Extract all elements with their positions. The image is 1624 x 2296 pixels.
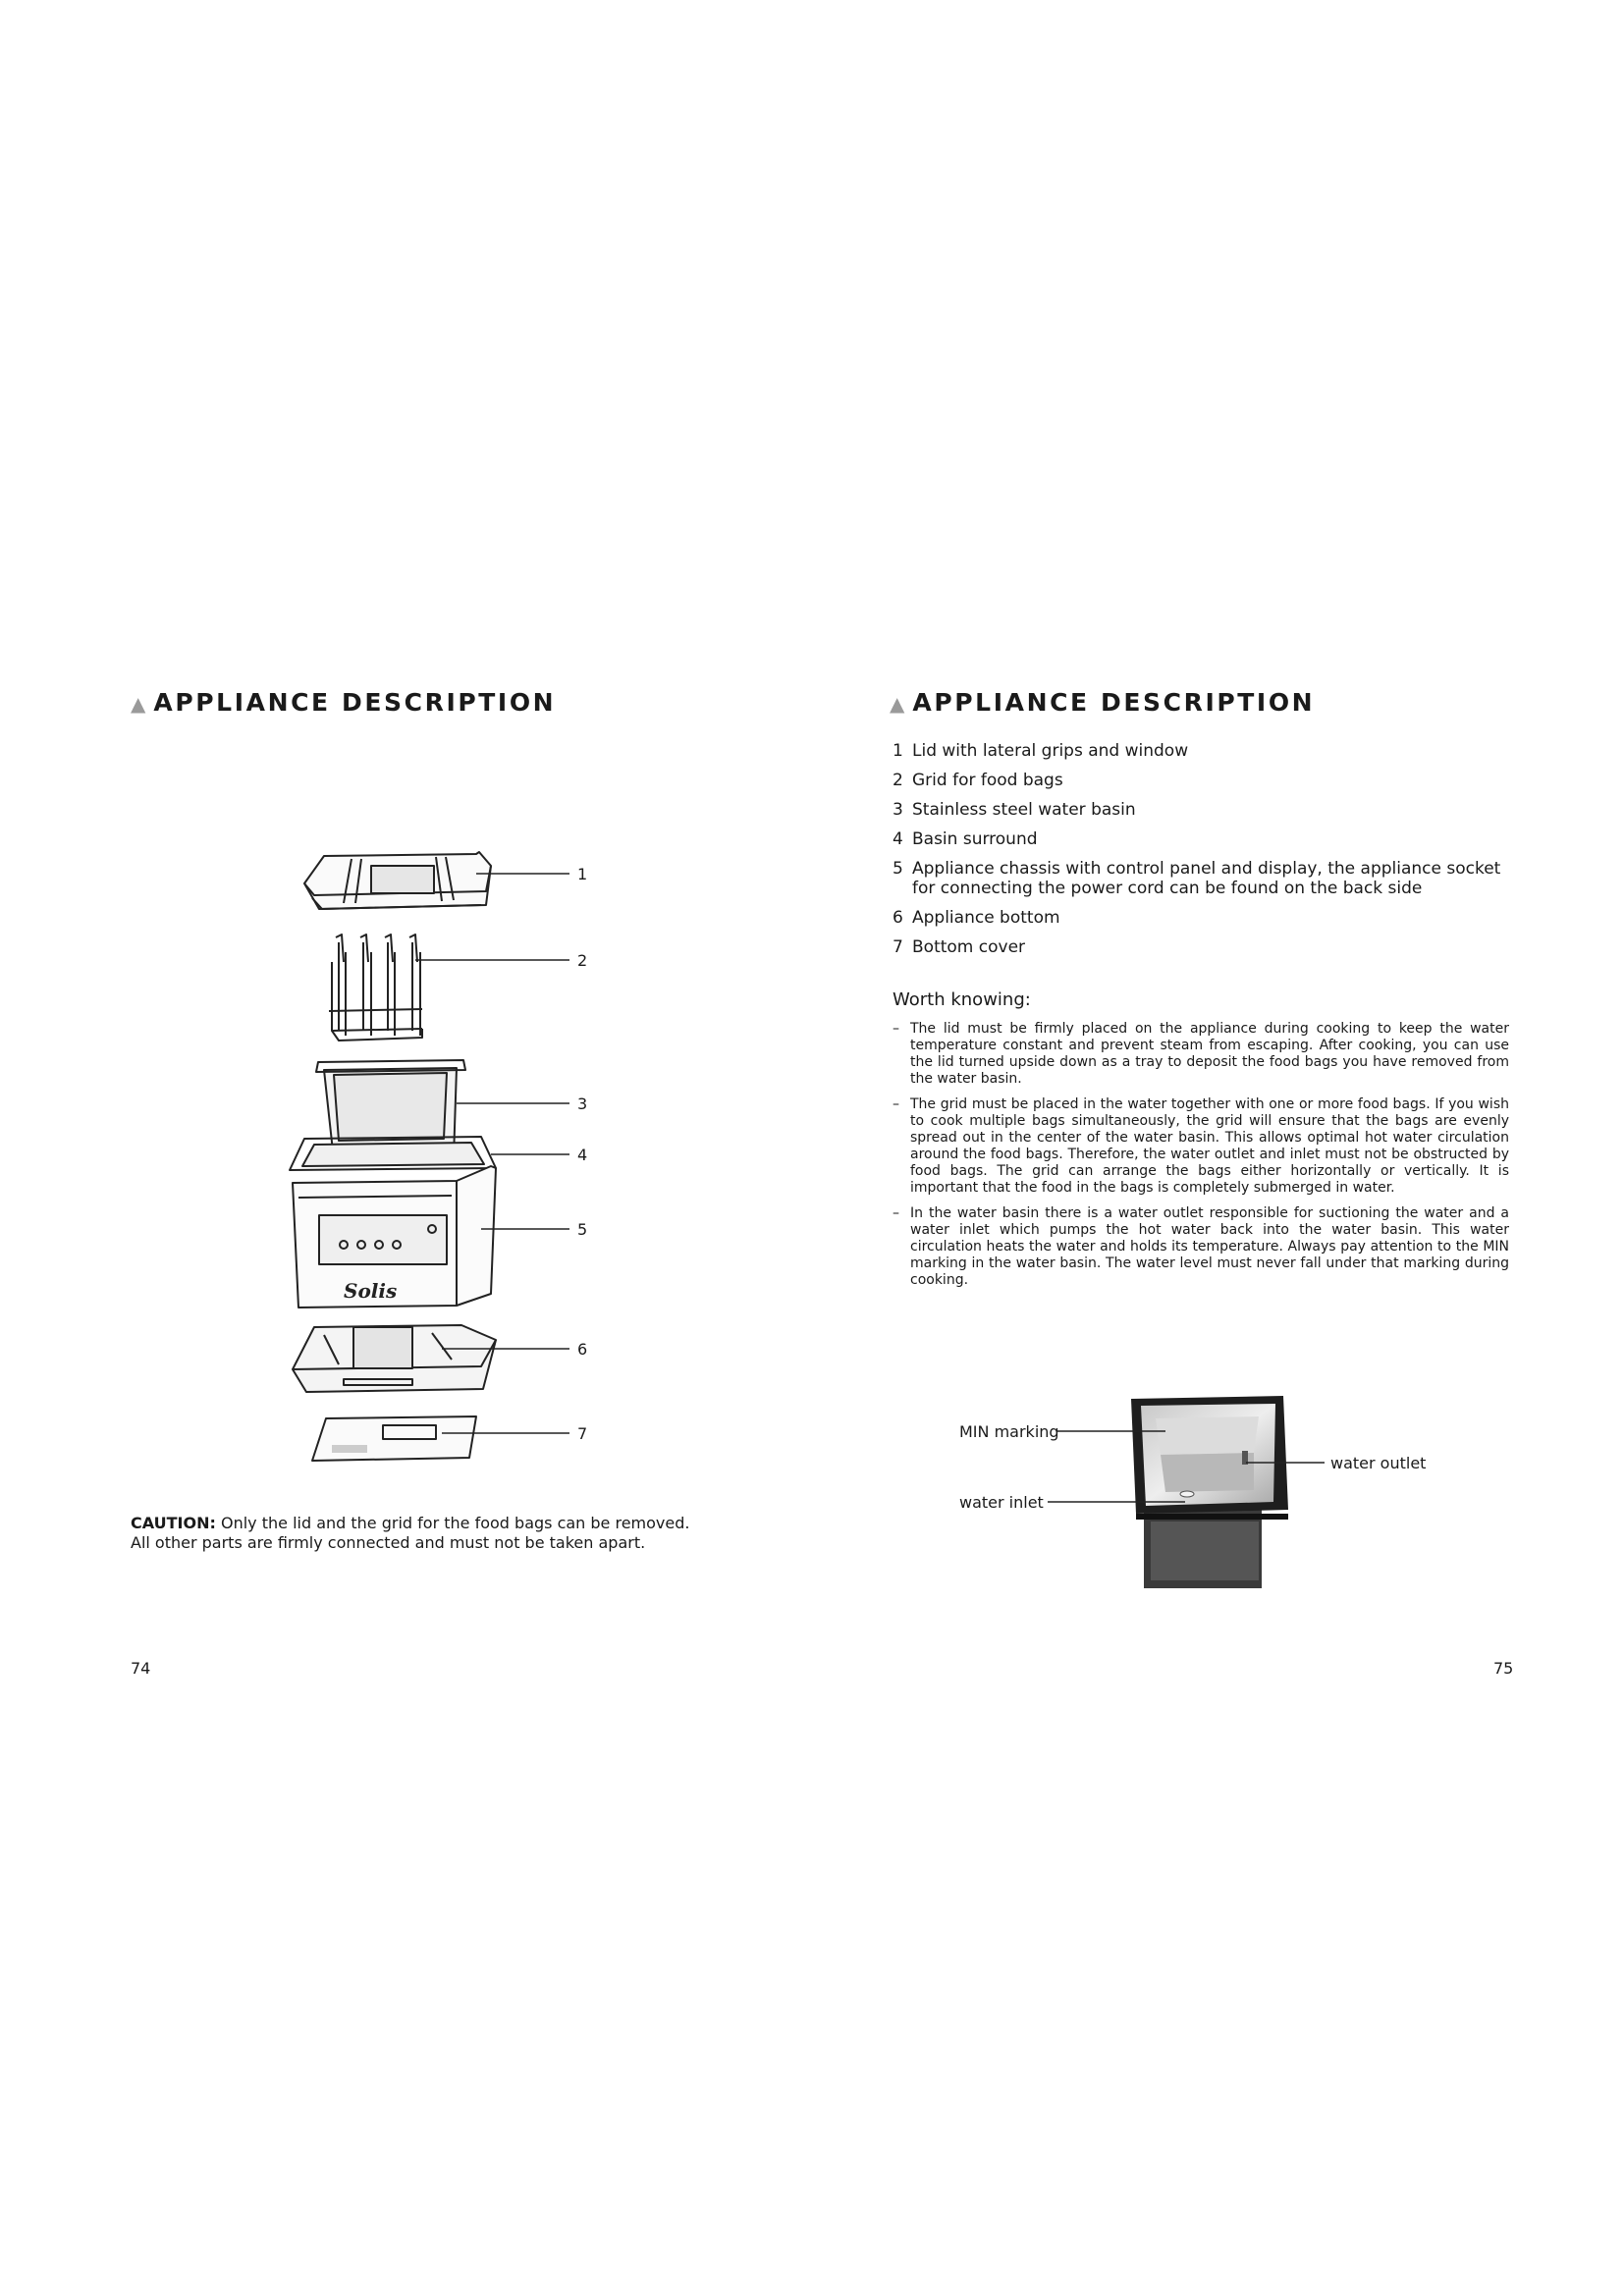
callout-5: 5: [577, 1220, 588, 1239]
part-number: 2: [893, 771, 903, 790]
caution-label: CAUTION:: [131, 1514, 216, 1532]
note-item: – The lid must be firmly placed on the appliance during cooking to keep the water temperature constant and prevent steam from escaping. After cooking, you can use the lid turned upside down as a tray to deposit the food bags you have removed from the water basin.: [893, 1021, 1509, 1087]
callout-2: 2: [577, 951, 588, 970]
right-heading: [890, 688, 1315, 717]
min-marking-label: MIN marking: [959, 1422, 1059, 1441]
part-number: 4: [893, 829, 903, 849]
triangle-icon: ▲: [890, 692, 905, 716]
worth-knowing-title: Worth knowing:: [893, 989, 1031, 1010]
part-label: Lid with lateral grips and window: [912, 741, 1189, 761]
callout-7: 7: [577, 1424, 588, 1443]
part-number: 7: [893, 937, 903, 957]
part-label: Stainless steel water basin: [912, 800, 1136, 820]
part-item: [893, 800, 1521, 820]
part-number: 5: [893, 859, 903, 879]
part-label: Grid for food bags: [912, 771, 1063, 790]
basin-photo: [959, 1384, 1427, 1590]
water-inlet-label: water inlet: [959, 1493, 1044, 1512]
parts-list: [893, 741, 1521, 967]
callout-3: 3: [577, 1095, 588, 1113]
note-item: – In the water basin there is a water outlet responsible for suctioning the water and a water inlet which pumps the hot water back into the water basin. This water circulation heats the water and holds its temperature. Always pay attention to the MIN marking in the water basin. The water level must never fall under that marking during cooking.: [893, 1205, 1509, 1288]
bottom-drawing: [293, 1325, 496, 1392]
basin-photo-drawing: [1131, 1396, 1288, 1588]
solis-logo: Solis: [344, 1279, 398, 1303]
part-number: 6: [893, 908, 903, 928]
part-item: [893, 741, 1521, 761]
part-label: Appliance chassis with control panel and display, the appliance socket for connecting the power cord can be found on the back side: [912, 859, 1501, 898]
part-label: Bottom cover: [912, 937, 1026, 957]
exploded-diagram: [285, 844, 609, 1482]
lid-drawing: [304, 852, 491, 909]
part-item: [893, 937, 1521, 957]
note-text: The lid must be firmly placed on the appliance during cooking to keep the water temperature constant and prevent steam from escaping. After cooking, you can use the lid turned upside down as a tray to deposit the food bags you have removed from the water basin.: [910, 1021, 1509, 1087]
callout-4: 4: [577, 1146, 588, 1164]
chassis-drawing: [293, 1166, 496, 1308]
right-page: [812, 0, 1624, 2296]
caution-note: [131, 1514, 690, 1553]
note-item: – The grid must be placed in the water together with one or more food bags. If you wish to cook multiple bags simultaneously, the grid will ensure that the bags are evenly spread out in the center of the water basin. This allows optimal hot water circulation around the food bags. Therefore, the water outlet and inlet must not be obstructed by food bags. The grid can arrange the bags either horizontally or vertically. It is important that the food in the bags is completely submerged in water.: [893, 1096, 1509, 1196]
callout-1: 1: [577, 865, 588, 883]
cover-drawing: [312, 1416, 476, 1461]
note-text: The grid must be placed in the water together with one or more food bags. If you wish to cook multiple bags simultaneously, the grid will ensure that the bags are evenly spread out in the center of the water basin. This allows optimal hot water circulation around the food bags. Therefore, the water outlet and inlet must not be obstructed by food bags. The grid can arrange the bags either horizontally or vertically. It is important that the food in the bags is completely submerged in water.: [910, 1096, 1509, 1196]
left-heading-text: APPLIANCE DESCRIPTION: [153, 688, 557, 717]
grid-drawing: [329, 934, 422, 1041]
note-text: In the water basin there is a water outlet responsible for suctioning the water and a water inlet which pumps the hot water back into the water basin. This water circulation heats the water and holds its temperature. Always pay attention to the MIN marking in the water basin. The water level must never fall under that marking during cooking.: [910, 1205, 1509, 1288]
callout-6: 6: [577, 1340, 588, 1359]
part-number: 3: [893, 800, 903, 820]
right-heading-text: APPLIANCE DESCRIPTION: [912, 688, 1316, 717]
part-number: 1: [893, 741, 903, 761]
notes-list: [893, 1021, 1509, 1298]
part-item: [893, 908, 1521, 928]
part-item: [893, 771, 1521, 790]
page-number-left: 74: [131, 1659, 151, 1678]
part-label: Appliance bottom: [912, 908, 1060, 928]
caution-text: Only the lid and the grid for the food bags can be removed. All other parts are firmly connected and must not be taken apart.: [131, 1514, 690, 1552]
left-heading: [131, 688, 556, 717]
part-item: [893, 859, 1521, 898]
page-number-right: 75: [1493, 1659, 1514, 1678]
water-outlet-label: water outlet: [1330, 1454, 1427, 1472]
part-item: [893, 829, 1521, 849]
part-label: Basin surround: [912, 829, 1038, 849]
triangle-icon: ▲: [131, 692, 146, 716]
